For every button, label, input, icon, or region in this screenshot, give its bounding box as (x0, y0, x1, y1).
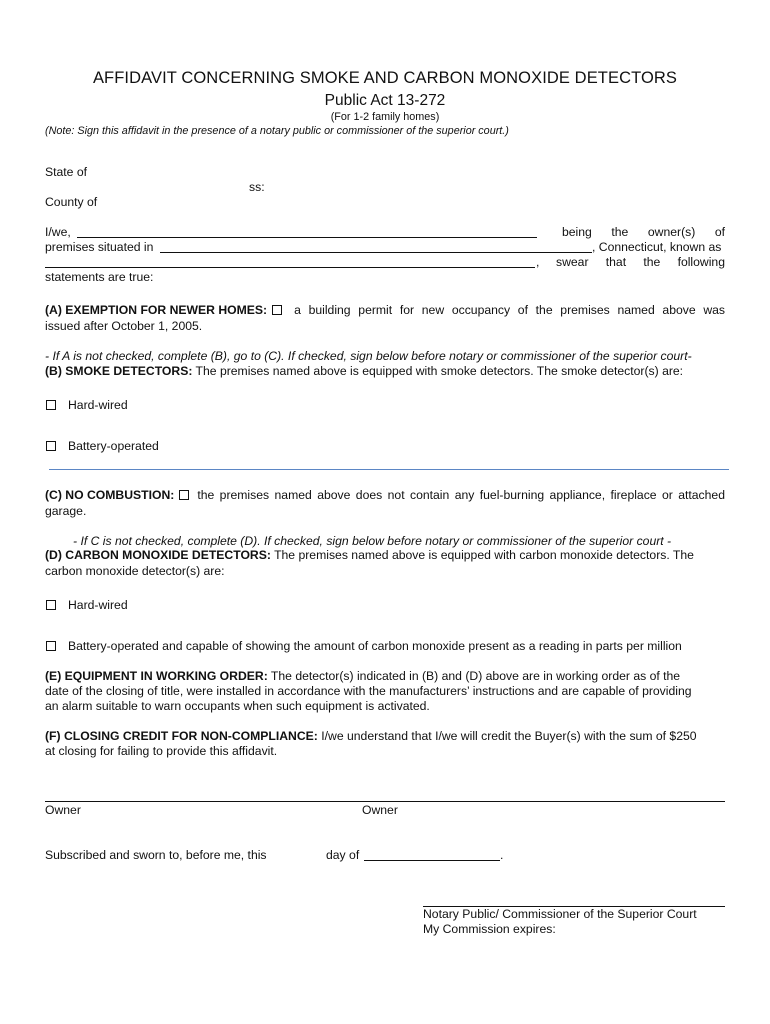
instruction-if-a: - If A is not checked, complete (B), go to (C). If checked, sign below before notary or commissioner of the superior court- (45, 349, 692, 363)
co-hardwired-label: Hard-wired (68, 598, 128, 612)
being-owners-text (562, 225, 725, 239)
co-battery-checkbox[interactable] (46, 641, 56, 651)
smoke-hardwired-label: Hard-wired (68, 398, 128, 412)
premises-town-line[interactable] (160, 239, 592, 253)
word-of: of (714, 225, 725, 239)
word-the-2: the (643, 255, 661, 269)
word-being: being (562, 225, 592, 239)
scope-note: (For 1-2 family homes) (330, 111, 440, 123)
swear-text (556, 255, 725, 269)
smoke-battery-option (46, 439, 159, 453)
section-d-text-2: carbon monoxide detector(s) are: (45, 564, 225, 578)
word-that: that (605, 255, 627, 269)
owner-1-label: Owner (45, 803, 81, 817)
section-c-label: (C) NO COMBUSTION: (45, 488, 175, 502)
day-of-label: day of (326, 848, 360, 862)
smoke-hardwired-checkbox[interactable] (46, 400, 56, 410)
section-b-text: The premises named above is equipped with smoke detectors. The smoke detector(s) are: (192, 364, 684, 378)
comma: , (536, 255, 540, 269)
premises-address-line[interactable] (45, 254, 535, 268)
co-hardwired-checkbox[interactable] (46, 600, 56, 610)
exemption-checkbox[interactable] (272, 305, 282, 315)
word-swear: swear (556, 255, 589, 269)
smoke-battery-label: Battery-operated (68, 439, 159, 453)
section-c-text-1: the premises named above does not contain any fuel-burning appliance, fireplace or attached (197, 488, 725, 502)
instruction-if-c: - If C is not checked, complete (D). If checked, sign below before notary or commissioner of the superior court - (73, 534, 672, 548)
section-a-line-1 (45, 303, 725, 317)
section-d-line-1 (45, 548, 694, 562)
section-divider (49, 469, 729, 470)
iwe-label: I/we, (45, 225, 71, 239)
connecticut-known-as: , Connecticut, known as (592, 240, 722, 254)
co-hardwired-option (46, 598, 128, 612)
section-d-text-1: The premises named above is equipped with carbon monoxide detectors. The (270, 548, 694, 562)
section-e-line-1 (45, 669, 680, 683)
section-e-text-2: date of the closing of title, were installed in accordance with the manufacturers’ instructions and are capable of providing (45, 684, 692, 698)
owner-2-label: Owner (362, 803, 398, 817)
section-f-text-2: at closing for failing to provide this affidavit. (45, 744, 278, 758)
section-a-text-1: a building permit for new occupancy of the premises named above was (294, 303, 725, 317)
owner-signature-line[interactable] (45, 801, 725, 802)
section-c-line-1 (45, 488, 725, 502)
section-e-label: (E) EQUIPMENT IN WORKING ORDER: (45, 669, 268, 683)
section-c-text-2: garage. (45, 504, 87, 518)
commission-expires: My Commission expires: (423, 922, 556, 936)
section-d-label: (D) CARBON MONOXIDE DETECTORS: (45, 548, 271, 562)
section-f-line-1 (45, 729, 697, 743)
section-e-text-1: The detector(s) indicated in (B) and (D) above are in working order as of the (267, 669, 681, 683)
word-owners: owner(s) (647, 225, 696, 239)
smoke-battery-checkbox[interactable] (46, 441, 56, 451)
state-label: State of (45, 165, 88, 179)
section-a-text-2: issued after October 1, 2005. (45, 319, 203, 333)
ss-label: ss: (249, 180, 265, 194)
public-act: Public Act 13-272 (324, 92, 446, 109)
premises-label: premises situated in (45, 240, 154, 254)
section-f-label: (F) CLOSING CREDIT FOR NON-COMPLIANCE: (45, 729, 318, 743)
co-battery-option (46, 639, 682, 653)
statements-true: statements are true: (45, 270, 154, 284)
document-title: AFFIDAVIT CONCERNING SMOKE AND CARBON MONOXIDE DETECTORS (92, 69, 678, 87)
date-period: . (500, 848, 504, 862)
county-label: County of (45, 195, 98, 209)
section-a-label: (A) EXEMPTION FOR NEWER HOMES: (45, 303, 268, 317)
notary-note: (Note: Sign this affidavit in the presence of a notary public or commissioner of the superior court.) (45, 125, 509, 137)
word-the: the (611, 225, 629, 239)
smoke-hardwired-option (46, 398, 128, 412)
section-f-text-1: I/we understand that I/we will credit the Buyer(s) with the sum of $250 (317, 729, 697, 743)
word-following: following (677, 255, 725, 269)
section-b-line (45, 364, 683, 378)
date-line[interactable] (364, 847, 500, 861)
subscribed-sworn: Subscribed and sworn to, before me, this (45, 848, 267, 862)
section-e-text-3: an alarm suitable to warn occupants when such equipment is activated. (45, 699, 430, 713)
notary-label: Notary Public/ Commissioner of the Superior Court (423, 907, 697, 921)
co-battery-label: Battery-operated and capable of showing the amount of carbon monoxide present as a reading in parts per million (68, 639, 682, 653)
section-b-label: (B) SMOKE DETECTORS: (45, 364, 193, 378)
no-combustion-checkbox[interactable] (179, 490, 189, 500)
owner-names-line[interactable] (77, 224, 537, 238)
